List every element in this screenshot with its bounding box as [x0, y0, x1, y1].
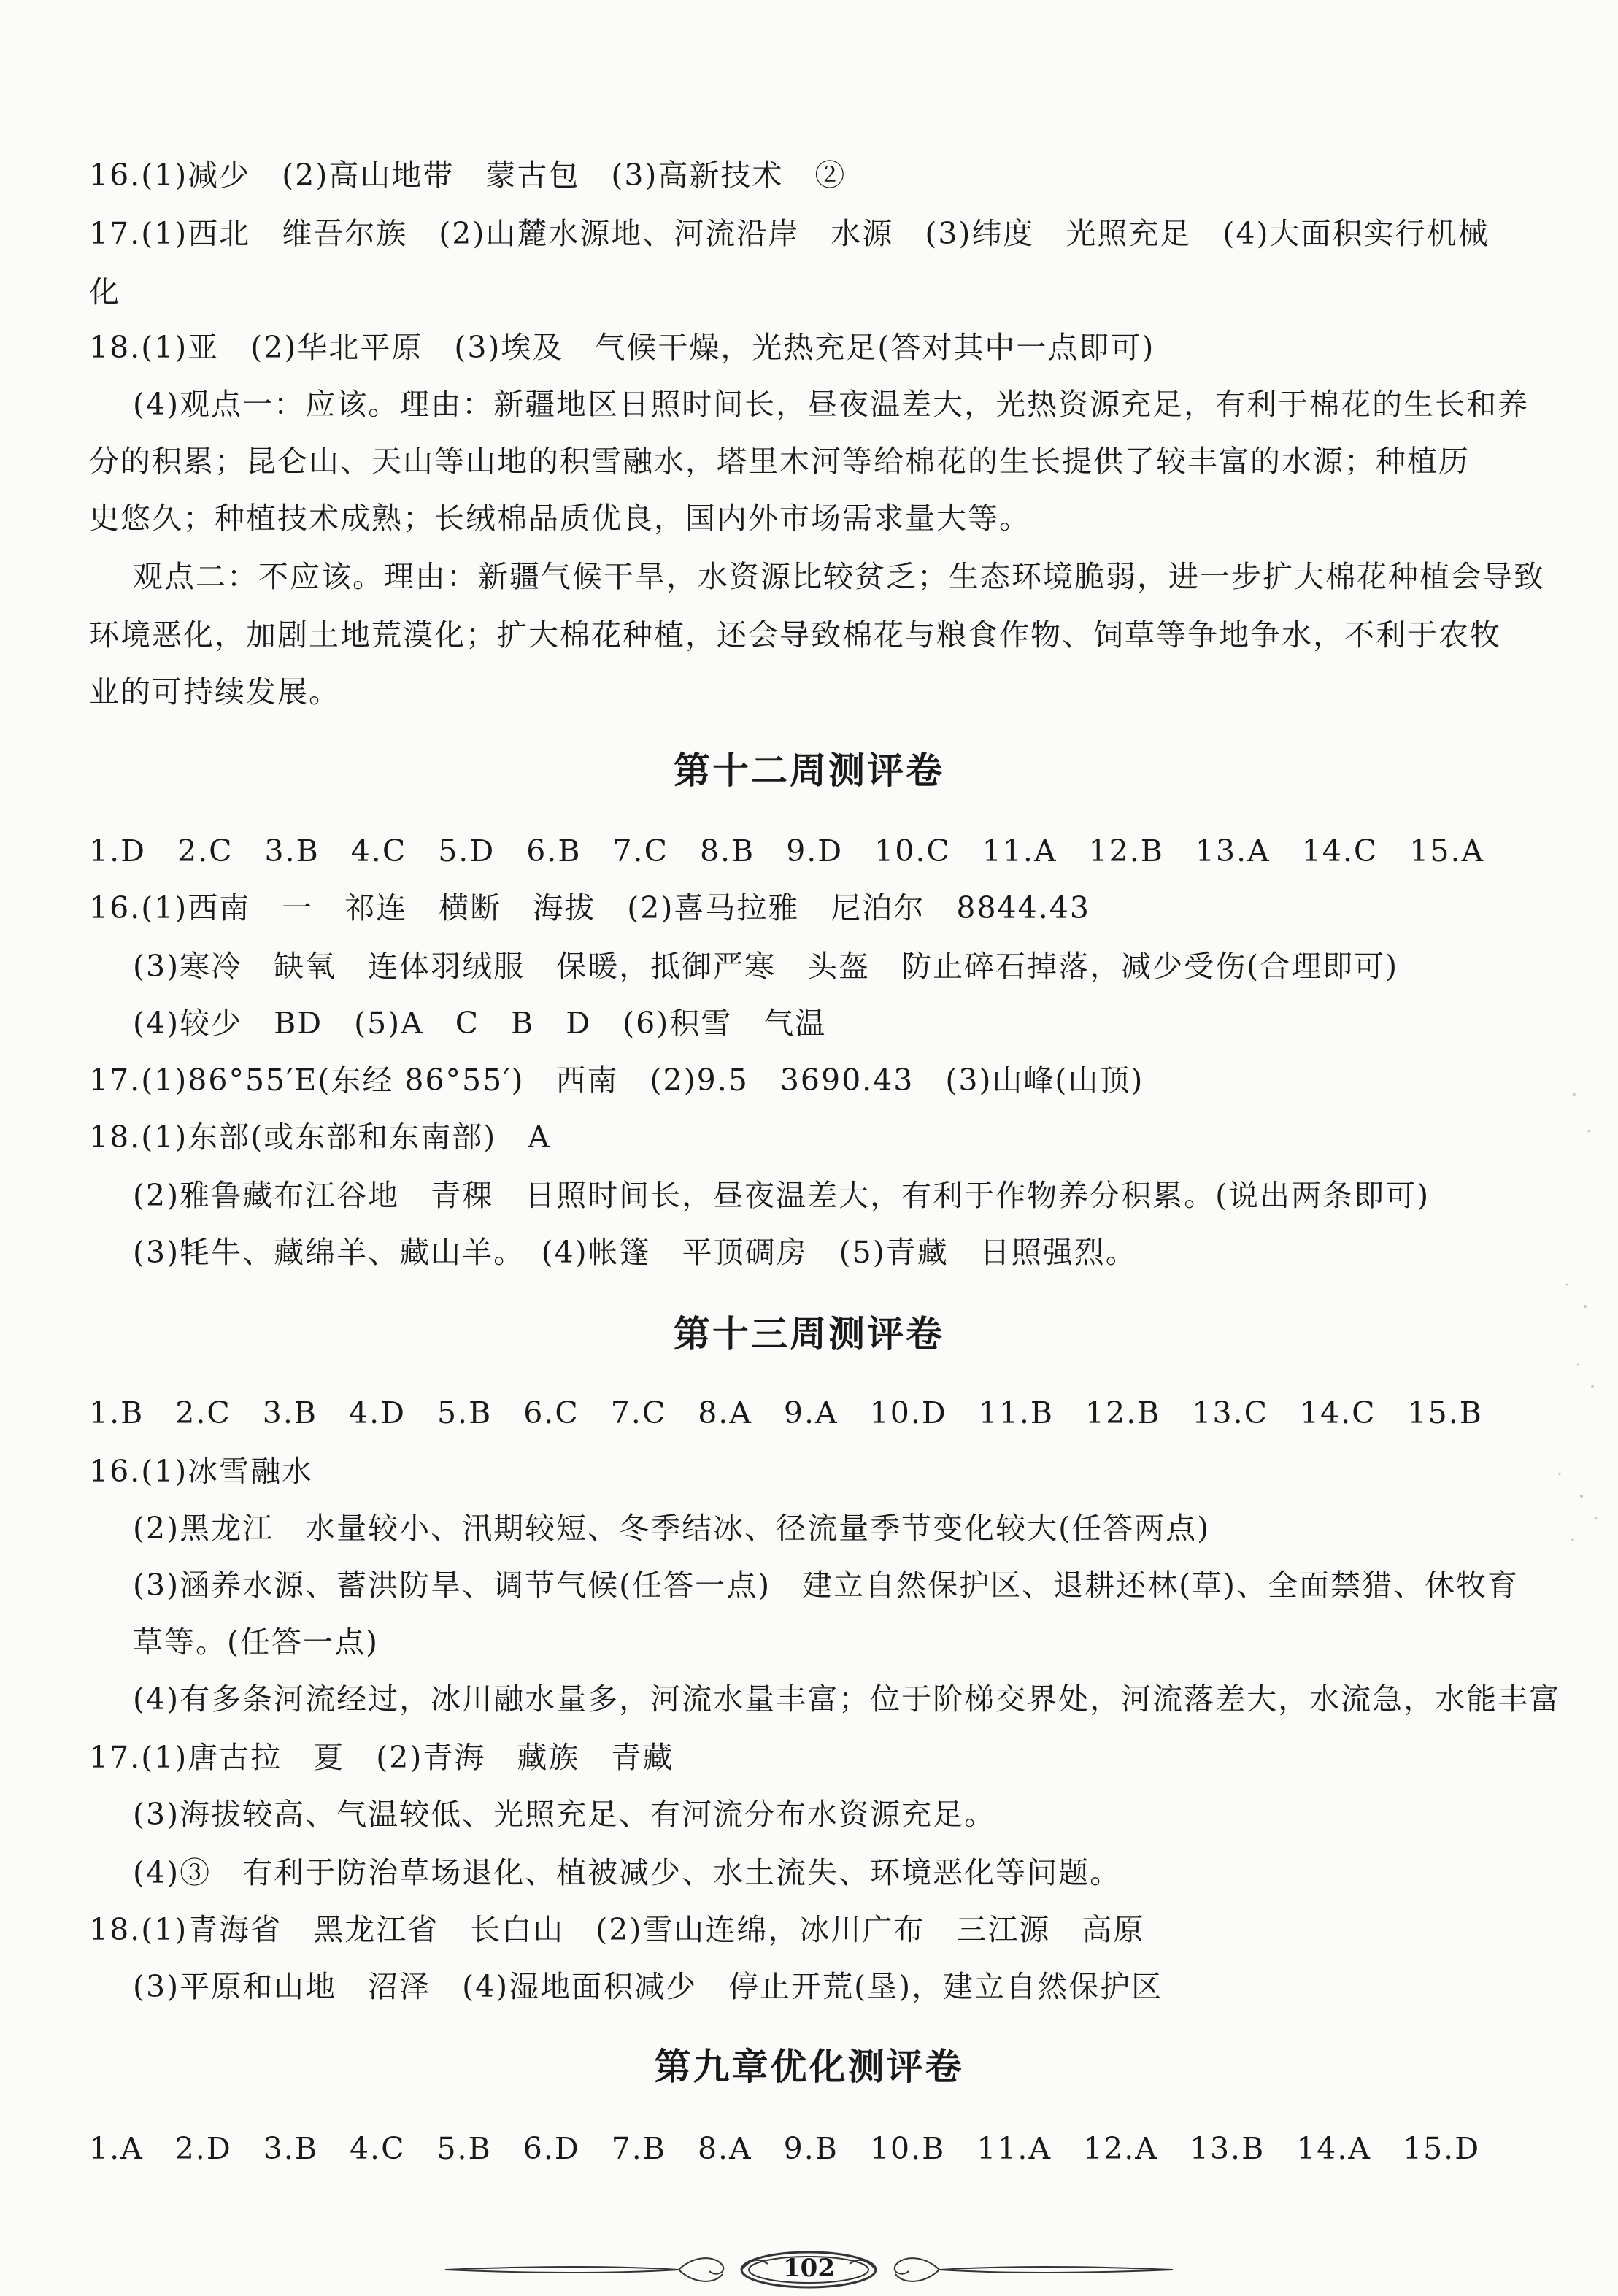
answer-line: 观点二：不应该。理由：新疆气候干旱，水资源比较贫乏；生态环境脆弱，进一步扩大棉花种植会导致 [133, 559, 1545, 594]
answer-line: (4)较少 BD (5)A C B D (6)积雪 气温 [133, 1006, 827, 1041]
answer-line: 1.B 2.C 3.B 4.D 5.B 6.C 7.C 8.A 9.A 10.D 11.B 12.B 13.C 14.C 15.B [89, 1395, 1483, 1430]
answer-line: 16.(1)冰雪融水 [89, 1454, 314, 1489]
answer-line: (3)牦牛、藏绵羊、藏山羊。 (4)帐篷 平顶碉房 (5)青藏 日照强烈。 [133, 1235, 1137, 1270]
section-heading: 第十三周测评卷 [674, 1313, 944, 1355]
answer-line: (3)海拔较高、气温较低、光照充足、有河流分布水资源充足。 [133, 1797, 996, 1832]
answer-line: 分的积累；昆仑山、天山等山地的积雪融水，塔里木河等给棉花的生长提供了较丰富的水源；种植历 [89, 444, 1470, 479]
answer-line: (4)观点一：应该。理由：新疆地区日照时间长，昼夜温差大，光热资源充足，有利于棉花的生长和养 [133, 387, 1530, 422]
answer-line: (3)涵养水源、蓄洪防旱、调节气候(任答一点) 建立自然保护区、退耕还林(草)、全面禁猎、休牧育 [133, 1568, 1519, 1603]
answer-line: (3)寒冷 缺氧 连体羽绒服 保暖，抵御严寒 头盔 防止碎石掉落，减少受伤(合理即可) [133, 949, 1399, 984]
answer-line: 17.(1)86°55′E(东经 86°55′) 西南 (2)9.5 3690.43 (3)山峰(山顶) [89, 1063, 1144, 1098]
answer-line: 史悠久；种植技术成熟；长绒棉品质优良，国内外市场需求量大等。 [89, 501, 1030, 536]
answer-line: 16.(1)西南 一 祁连 横断 海拔 (2)喜马拉雅 尼泊尔 8844.43 [89, 890, 1090, 925]
page-footer [438, 2248, 1180, 2292]
answer-line: (3)平原和山地 沼泽 (4)湿地面积减少 停止开荒(垦)，建立自然保护区 [133, 1969, 1163, 2004]
answer-line: 草等。(任答一点) [133, 1625, 379, 1660]
answer-line: (2)黑龙江 水量较小、汛期较短、冬季结冰、径流量季节变化较大(任答两点) [133, 1511, 1211, 1546]
answer-line: 18.(1)亚 (2)华北平原 (3)埃及 气候干燥，光热充足(答对其中一点即可) [89, 330, 1155, 365]
answer-line: (4)③ 有利于防治草场退化、植被减少、水土流失、环境恶化等问题。 [133, 1855, 1122, 1890]
answer-line: 18.(1)东部(或东部和东南部) A [89, 1120, 551, 1155]
answer-line: (4)有多条河流经过，冰川融水量多，河流水量丰富；位于阶梯交界处，河流落差大，水流急，水能丰富 [133, 1681, 1561, 1717]
page-number: 102 [783, 2254, 835, 2283]
scan-noise [1487, 1066, 1603, 1576]
answer-line: 17.(1)西北 维吾尔族 (2)山麓水源地、河流沿岸 水源 (3)纬度 光照充足 (4)大面积实行机械 [89, 216, 1490, 251]
section-heading: 第十二周测评卷 [674, 750, 944, 792]
answer-line: 环境恶化，加剧土地荒漠化；扩大棉花种植，还会导致棉花与粮食作物、饲草等争地争水，不利于农牧 [89, 617, 1501, 652]
answer-line: (2)雅鲁藏布江谷地 青稞 日照时间长，昼夜温差大，有利于作物养分积累。(说出两条即可) [133, 1178, 1430, 1213]
answer-line: 业的可持续发展。 [89, 674, 340, 709]
answer-line: 17.(1)唐古拉 夏 (2)青海 藏族 青藏 [89, 1740, 674, 1775]
answer-line: 1.A 2.D 3.B 4.C 5.B 6.D 7.B 8.A 9.B 10.B 11.A 12.A 13.B 14.A 15.D [89, 2131, 1481, 2166]
answer-line: 16.(1)减少 (2)高山地带 蒙古包 (3)高新技术 ② [89, 158, 847, 193]
section-heading: 第九章优化测评卷 [654, 2046, 964, 2088]
answer-line: 1.D 2.C 3.B 4.C 5.D 6.B 7.C 8.B 9.D 10.C 11.A 12.B 13.A 14.C 15.A [89, 833, 1485, 868]
answer-line: 化 [89, 274, 120, 309]
answer-line: 18.(1)青海省 黑龙江省 长白山 (2)雪山连绵，冰川广布 三江源 高原 [89, 1912, 1145, 1947]
